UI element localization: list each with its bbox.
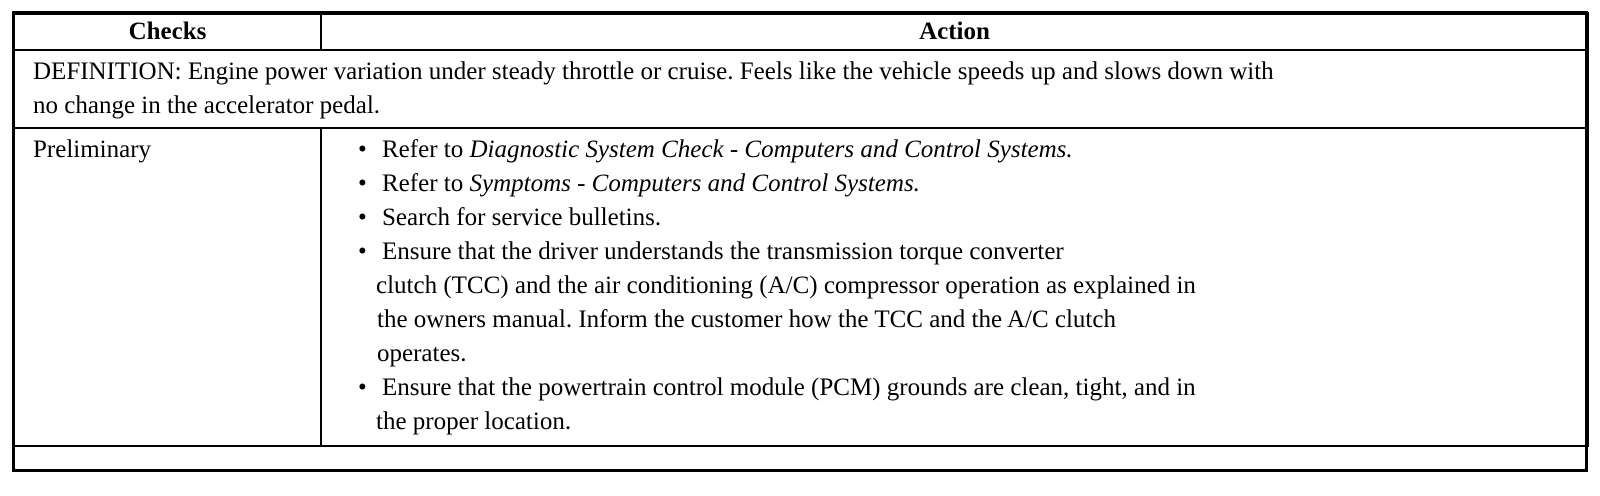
bullet-text: Refer to — [382, 170, 470, 197]
check-cell: Preliminary — [14, 128, 321, 446]
definition-line-2: no change in the accelerator pedal. — [33, 92, 381, 119]
bullet-reference-link-text: Diagnostic System Check - Computers and Control Systems. — [469, 136, 1073, 163]
bullet-icon: • — [358, 238, 367, 265]
bullet-text: Ensure that the driver understands the transmission torque converter — [382, 238, 1064, 265]
bullet-icon: • — [358, 374, 367, 401]
action-bullet-list — [358, 133, 1587, 439]
definition-cell — [14, 50, 1588, 128]
definition-row — [14, 50, 1588, 128]
bullet-text: Ensure that the powertrain control module (PCM) grounds are clean, tight, and in — [382, 374, 1196, 401]
bullet-text-continued: operates. — [377, 340, 467, 367]
header-checks: Checks — [14, 14, 321, 51]
bullet-text-continued: clutch (TCC) and the air conditioning (A/C) compressor operation as explained in — [376, 272, 1196, 299]
definition-line-1: DEFINITION: Engine power variation under steady throttle or cruise. Feels like the vehicle speeds up and slows down with — [33, 58, 1274, 85]
bullet-icon: • — [358, 136, 367, 163]
action-cell — [321, 128, 1588, 446]
bullet-text-continued: the owners manual. Inform the customer how the TCC and the A/C clutch — [377, 306, 1116, 333]
list-item — [358, 133, 1587, 167]
bullet-text-continued: the proper location. — [376, 408, 572, 435]
list-item — [358, 371, 1587, 439]
list-item — [358, 201, 1587, 235]
header-action: Action — [321, 14, 1588, 51]
list-item — [358, 167, 1587, 201]
list-item — [358, 235, 1587, 371]
bullet-text: Refer to — [382, 136, 470, 163]
bullet-icon: • — [358, 170, 367, 197]
bullet-icon: • — [358, 204, 367, 231]
header-row — [14, 14, 1588, 51]
table-row — [14, 128, 1588, 446]
bullet-reference-link-text: Symptoms - Computers and Control Systems. — [469, 170, 920, 197]
checks-action-table — [13, 12, 1589, 447]
bullet-text: Search for service bulletins. — [382, 204, 662, 231]
